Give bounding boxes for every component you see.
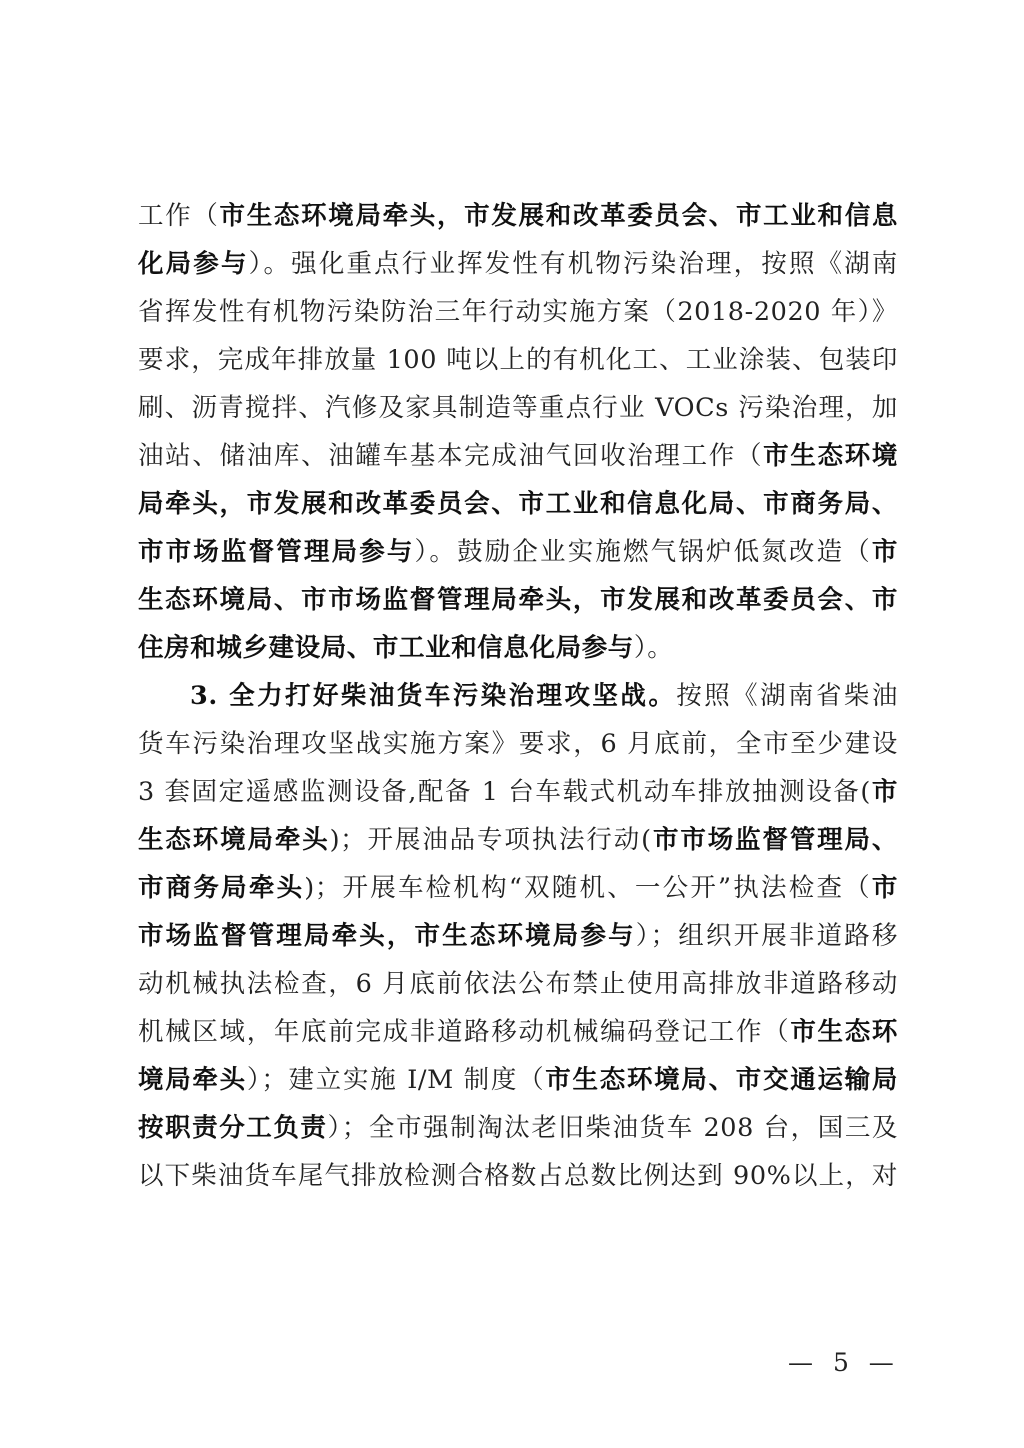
bold-text-segment: 境局牵头 — [138, 1065, 247, 1095]
text-segment: ）。 — [633, 633, 674, 663]
text-line — [138, 576, 898, 624]
text-segment: 按照《湖南省柴油 — [676, 681, 898, 711]
text-segment: ）。鼓励企业实施燃气锅炉低氮改造（ — [414, 537, 872, 567]
text-segment: 工作（ — [138, 201, 220, 231]
text-segment: 要求，完成年排放量 100 吨以上的有机化工、工业涂装、包装印 — [138, 345, 898, 375]
document-body — [138, 192, 898, 1200]
bold-text-segment: 市 — [870, 777, 899, 807]
text-line — [138, 624, 898, 672]
page-number: — 5 — — [788, 1348, 900, 1377]
text-segment: 油站、储油库、油罐车基本完成油气回收治理工作（ — [138, 441, 764, 471]
text-segment: ）；组织开展非道路移 — [635, 921, 898, 951]
text-segment: )；开展车检机构“双随机、一公开”执法检查（ — [304, 873, 872, 903]
text-line — [138, 1056, 898, 1104]
bold-text-segment: 市生态环境局牵头，市发展和改革委员会、市工业和信息 — [219, 201, 898, 231]
bold-text-segment: 按职责分工负责 — [138, 1113, 328, 1143]
text-segment: ）；全市强制淘汰老旧柴油货车 208 台，国三及 — [327, 1113, 898, 1143]
text-line — [138, 672, 898, 720]
bold-text-segment: 市场监督管理局牵头，市生态环境局参与 — [138, 921, 636, 951]
text-line — [138, 384, 898, 432]
text-line — [138, 192, 898, 240]
text-segment: 机械区域，年底前完成非道路移动机械编码登记工作（ — [138, 1017, 791, 1047]
text-line — [138, 816, 898, 864]
text-line — [138, 864, 898, 912]
text-segment: 3 套固定遥感监测设备,配备 1 台车载式机动车排放抽测设备( — [138, 777, 871, 807]
bold-text-segment: 3. 全力打好柴油货车污染治理攻坚战。 — [190, 681, 677, 711]
bold-text-segment: 生态环境局牵头 — [138, 825, 330, 855]
bold-text-segment: 市生态环 — [790, 1017, 899, 1047]
bold-text-segment: 市生态环境局、市交通运输局 — [545, 1065, 898, 1095]
text-segment: 货车污染治理攻坚战实施方案》要求，6 月底前，全市至少建设 — [138, 729, 898, 759]
text-line — [138, 336, 898, 384]
text-line — [138, 432, 898, 480]
bold-text-segment: 市 — [871, 537, 898, 567]
text-line — [138, 288, 898, 336]
text-line — [138, 912, 898, 960]
bold-text-segment: 市商务局牵头 — [138, 873, 305, 903]
bold-text-segment: 局牵头，市发展和改革委员会、市工业和信息化局、市商务局、 — [138, 489, 898, 519]
text-line — [138, 1152, 898, 1200]
text-segment: 动机械执法检查，6 月底前依法公布禁止使用高排放非道路移动 — [138, 969, 898, 999]
text-segment: )；开展油品专项执法行动( — [329, 825, 652, 855]
text-line — [138, 480, 898, 528]
text-line — [138, 528, 898, 576]
text-line — [138, 768, 898, 816]
text-segment: 刷、沥青搅拌、汽修及家具制造等重点行业 VOCs 污染治理，加 — [138, 393, 898, 423]
text-segment: ）。强化重点行业挥发性有机物污染治理，按照《湖南 — [248, 249, 899, 279]
text-line — [138, 1104, 898, 1152]
bold-text-segment: 市 — [871, 873, 898, 903]
text-line — [138, 240, 898, 288]
bold-text-segment: 住房和城乡建设局、市工业和信息化局参与 — [138, 633, 634, 663]
text-segment: 省挥发性有机物污染防治三年行动实施方案（2018-2020 年）》 — [138, 297, 898, 327]
bold-text-segment: 化局参与 — [138, 249, 249, 279]
bold-text-segment: 市市场监督管理局参与 — [138, 537, 415, 567]
text-segment: ）；建立实施 I/M 制度（ — [246, 1065, 546, 1095]
text-line — [138, 1008, 898, 1056]
bold-text-segment: 市生态环境 — [763, 441, 898, 471]
bold-text-segment: 市市场监督管理局、 — [651, 825, 899, 855]
bold-text-segment: 生态环境局、市市场监督管理局牵头，市发展和改革委员会、市 — [138, 585, 898, 615]
text-segment: 以下柴油货车尾气排放检测合格数占总数比例达到 90%以上，对 — [138, 1161, 898, 1191]
text-line — [138, 960, 898, 1008]
text-line — [138, 720, 898, 768]
